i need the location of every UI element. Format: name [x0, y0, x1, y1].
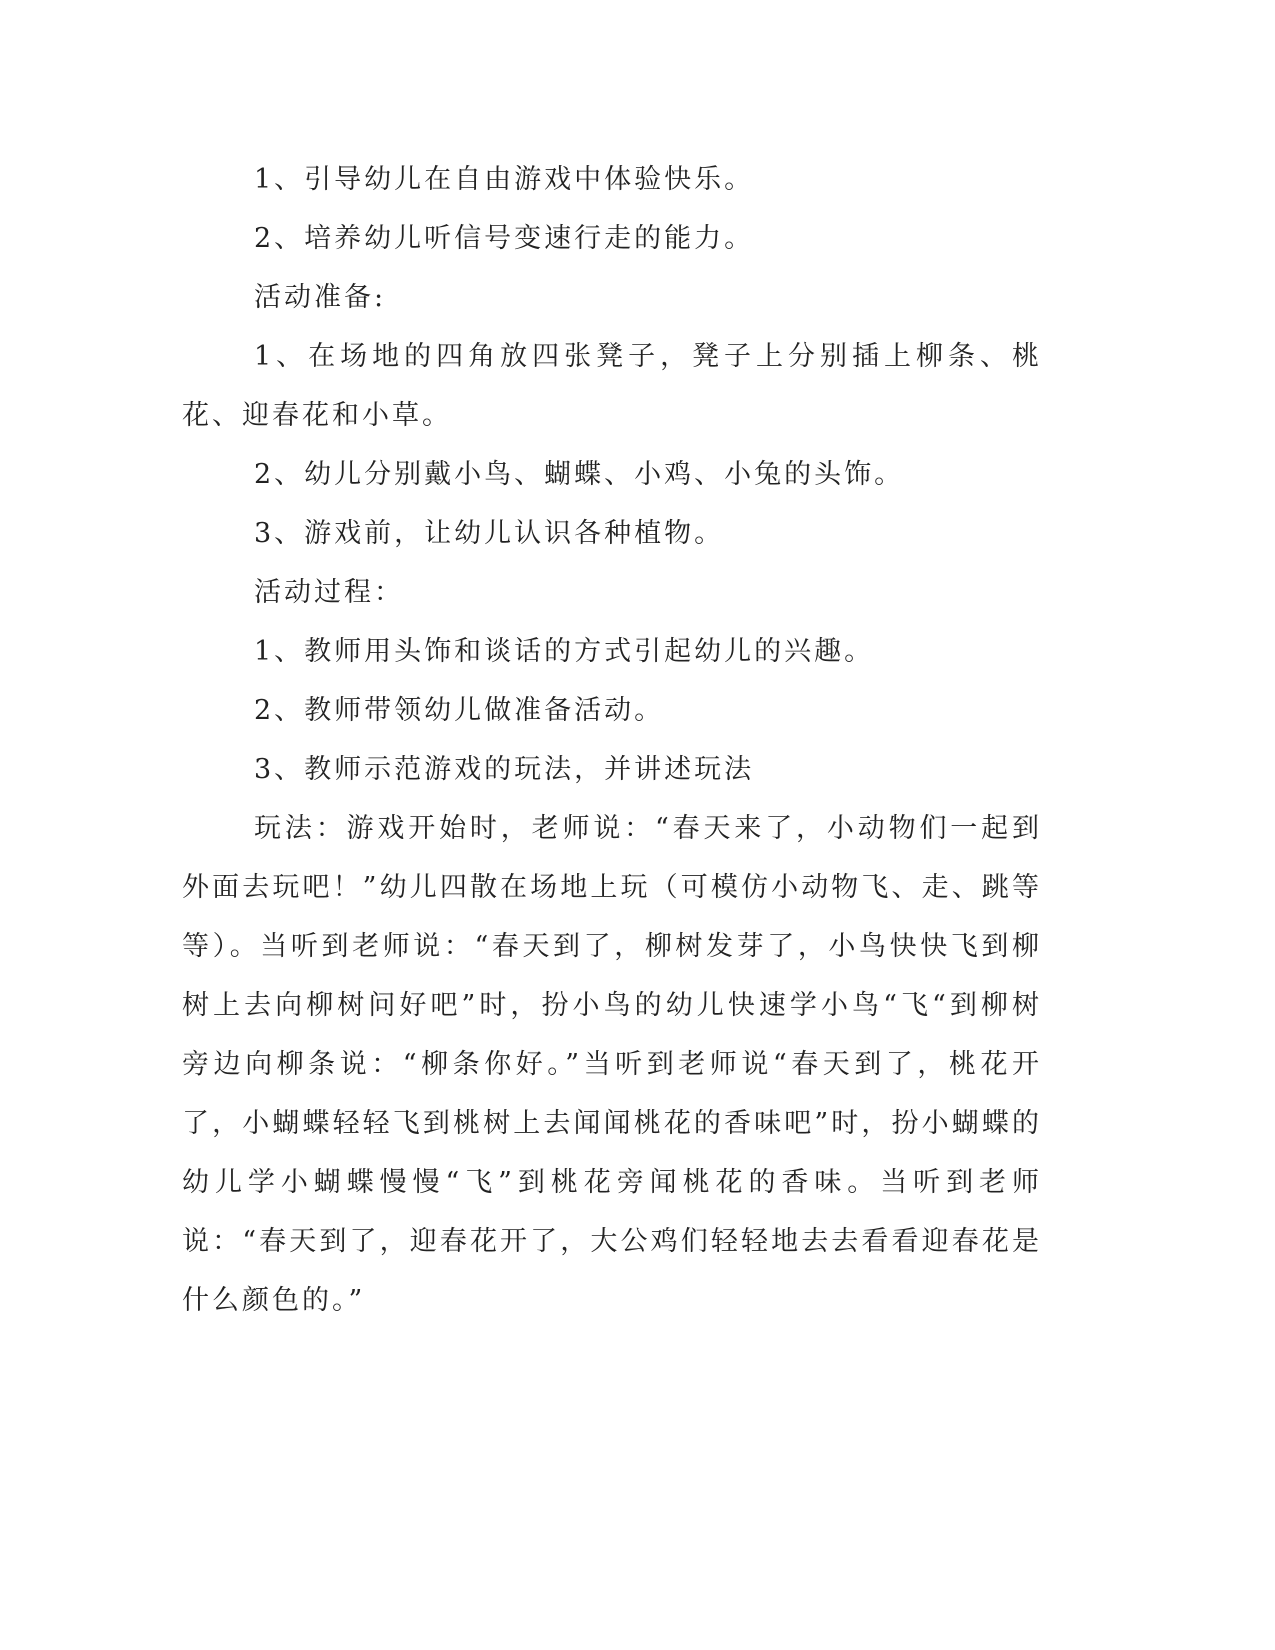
- process-item-2: 2、教师带领幼儿做准备活动。: [254, 695, 665, 726]
- preparation-item-3: 3、游戏前，让幼儿认识各种植物。: [254, 518, 725, 549]
- process-item-3: 3、教师示范游戏的玩法，并讲述玩法: [254, 754, 755, 785]
- preparation-item-1: 1、在场地的四角放四张凳子，凳子上分别插上柳条、桃花、迎春花和小草。: [182, 341, 1042, 431]
- goal-item-1: 1、引导幼儿在自由游戏中体验快乐。: [254, 164, 755, 195]
- gameplay-paragraph: 玩法：游戏开始时，老师说：“春天来了，小动物们一起到外面去玩吧！”幼儿四散在场地上玩（可模仿小动物飞、走、跳等等）。当听到老师说：“春天到了，柳树发芽了，小鸟快快飞到柳树上去向柳树问好吧”时，扮小鸟的幼儿快速学小鸟“飞“到柳树旁边向柳条说：“柳条你好。”当听到老师说“春天到了，桃花开了，小蝴蝶轻轻飞到桃树上去闻闻桃花的香味吧”时，扮小蝴蝶的幼儿学小蝴蝶慢慢“飞”到桃花旁闻桃花的香味。当听到老师说：“春天到了，迎春花开了，大公鸡们轻轻地去去看看迎春花是什么颜色的。”: [182, 813, 1042, 1316]
- document-body: [182, 150, 1042, 1330]
- preparation-item-2: 2、幼儿分别戴小鸟、蝴蝶、小鸡、小兔的头饰。: [254, 459, 905, 490]
- section-heading-preparation: 活动准备:: [254, 282, 387, 313]
- process-item-1: 1、教师用头饰和谈话的方式引起幼儿的兴趣。: [254, 636, 875, 667]
- section-heading-process: 活动过程：: [254, 577, 404, 608]
- goal-item-2: 2、培养幼儿听信号变速行走的能力。: [254, 223, 755, 254]
